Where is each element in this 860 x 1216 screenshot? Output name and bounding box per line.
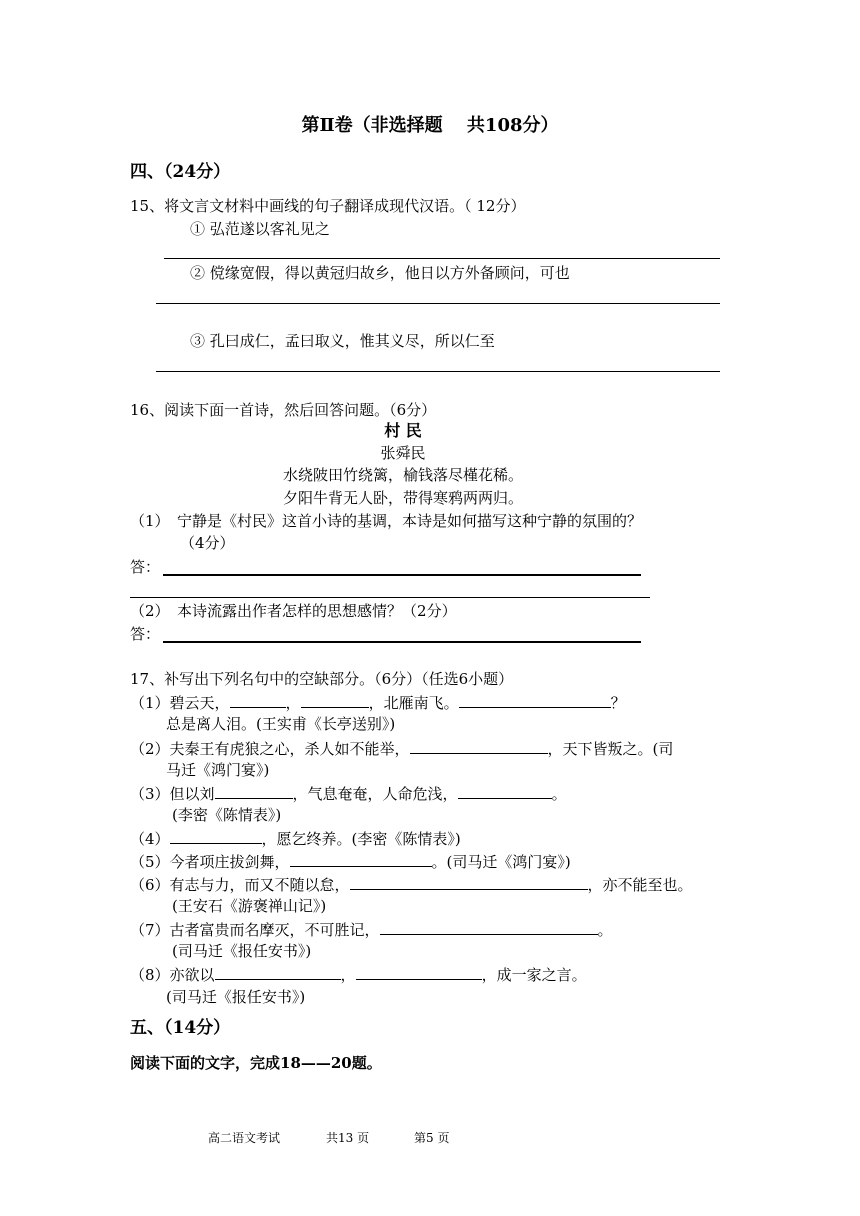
q17-item-1-prefix: （1）碧云天， — [130, 694, 230, 712]
poem-line-1: 水绕陂田竹绕篱，榆钱落尽槿花稀。 — [282, 466, 523, 484]
poem-author: 张舜民 — [380, 444, 426, 462]
part-title: 第Ⅱ卷（非选择题 共108分） — [301, 115, 559, 136]
q17-item-2-prefix: （2）夫秦王有虎狼之心，杀人如不能举， — [130, 740, 410, 758]
q17-item-1-line2: 总是离人泪。(王实甫《长亭送别》) — [166, 715, 396, 733]
q15-item-1: ① 弘范遂以客礼见之 — [190, 220, 330, 238]
q16-sub1-text: （1） 宁静是《村民》这首小诗的基调，本诗是如何描写这种宁静的氛围的？ — [130, 512, 643, 530]
q17-item-7-end: 。 — [597, 921, 613, 939]
q17-item-4 — [130, 828, 461, 849]
footer-total-pages: 共13 页 — [326, 1131, 370, 1145]
q17-item-6 — [130, 874, 693, 895]
q17-item-2 — [130, 738, 673, 759]
q17-item-3-end: 。 — [551, 785, 567, 803]
q17-item-2-suffix: ，天下皆叛之。(司 — [547, 740, 674, 758]
q17-blank-8a[interactable] — [215, 964, 341, 980]
q15-stem: 15、将文言文材料中画线的句子翻译成现代汉语。（ 12分） — [130, 197, 526, 215]
q17-item-1 — [130, 692, 626, 713]
q17-item-3 — [130, 783, 567, 804]
q17-blank-2[interactable] — [410, 738, 548, 754]
q17-blank-1b[interactable] — [301, 692, 369, 708]
q17-item-8 — [130, 964, 587, 985]
q17-item-6-prefix: （6）有志与力，而又不随以怠， — [130, 876, 350, 894]
q16-sub2-text: （2） 本诗流露出作者怎样的思想感情？（2分） — [130, 602, 457, 620]
q17-blank-1a[interactable] — [230, 692, 286, 708]
q17-item-4-prefix: （4） — [130, 830, 170, 848]
q17-blank-8b[interactable] — [356, 964, 482, 980]
q17-blank-4[interactable] — [170, 828, 262, 844]
q17-item-7 — [130, 919, 613, 940]
q17-item-5-prefix: （5）今者项庄拔剑舞， — [130, 853, 290, 871]
q17-item-1-sep: ， — [285, 694, 301, 712]
q15-answer-line-2[interactable] — [156, 303, 720, 304]
q16-sub2-answer-label: 答： — [130, 625, 161, 643]
q15-answer-line-1[interactable] — [164, 258, 720, 259]
q15-answer-line-3[interactable] — [156, 371, 720, 372]
q17-item-3-prefix: （3）但以刘 — [130, 785, 215, 803]
q16-sub1-points: （4分） — [180, 534, 235, 552]
footer-page-number: 第5 页 — [414, 1131, 450, 1145]
q17-item-1-mid: ，北雁南飞。 — [368, 694, 459, 712]
q17-item-6-line2: (王安石《游褒禅山记》) — [172, 897, 327, 915]
poem-line-2: 夕阳牛背无人卧，带得寒鸦两两归。 — [282, 489, 523, 507]
section-four-heading: 四、（24分） — [130, 162, 231, 182]
q17-blank-1c[interactable] — [459, 692, 611, 708]
q17-item-7-line2: (司马迁《报任安书》) — [172, 942, 312, 960]
section-five-heading: 五、（14分） — [130, 1018, 231, 1038]
q15-item-2: ② 傥缘宽假，得以黄冠归故乡，他日以方外备顾问，可也 — [190, 264, 570, 282]
q17-item-4-suffix: ，愿乞终养。(李密《陈情表》) — [261, 830, 461, 848]
q17-item-8-sep: ， — [340, 966, 356, 984]
q17-item-5 — [130, 851, 571, 872]
q17-item-3-mid: ，气息奄奄，人命危浅， — [292, 785, 458, 803]
q17-item-5-suffix: 。(司马迁《鸿门宴》) — [431, 853, 571, 871]
q17-blank-3b[interactable] — [458, 783, 552, 799]
q16-sub1-answer-line-2[interactable] — [130, 597, 650, 598]
q17-item-8-suffix: ，成一家之言。 — [481, 966, 587, 984]
q17-blank-5[interactable] — [290, 851, 432, 867]
q17-stem: 17、补写出下列名句中的空缺部分。（6分）（任选6小题） — [130, 670, 514, 688]
q17-item-3-line2: (李密《陈情表》) — [172, 806, 282, 824]
q16-sub2-answer-line[interactable] — [163, 641, 641, 643]
q17-blank-7[interactable] — [380, 919, 598, 935]
q17-item-6-suffix: ，亦不能至也。 — [587, 876, 693, 894]
q15-item-3: ③ 孔曰成仁，孟曰取义，惟其义尽，所以仁至 — [190, 332, 495, 350]
q16-stem: 16、阅读下面一首诗，然后回答问题。（6分） — [130, 401, 437, 419]
footer-exam-name: 高二语文考试 — [208, 1131, 281, 1145]
q17-blank-3a[interactable] — [215, 783, 293, 799]
q17-item-7-prefix: （7）古者富贵而名摩灭，不可胜记， — [130, 921, 380, 939]
poem-title: 村 民 — [384, 421, 422, 440]
section-five-instruction: 阅读下面的文字，完成18——20题。 — [130, 1054, 382, 1072]
q17-item-8-prefix: （8）亦欲以 — [130, 966, 215, 984]
q17-item-1-end: ？ — [610, 694, 626, 712]
q16-sub1-answer-line-1[interactable] — [163, 574, 641, 576]
q17-item-2-line2: 马迁《鸿门宴》) — [166, 761, 270, 779]
q17-blank-6[interactable] — [350, 874, 588, 890]
q17-item-8-line2: (司马迁《报任安书》) — [166, 988, 306, 1006]
q16-sub1-answer-label: 答： — [130, 558, 161, 576]
